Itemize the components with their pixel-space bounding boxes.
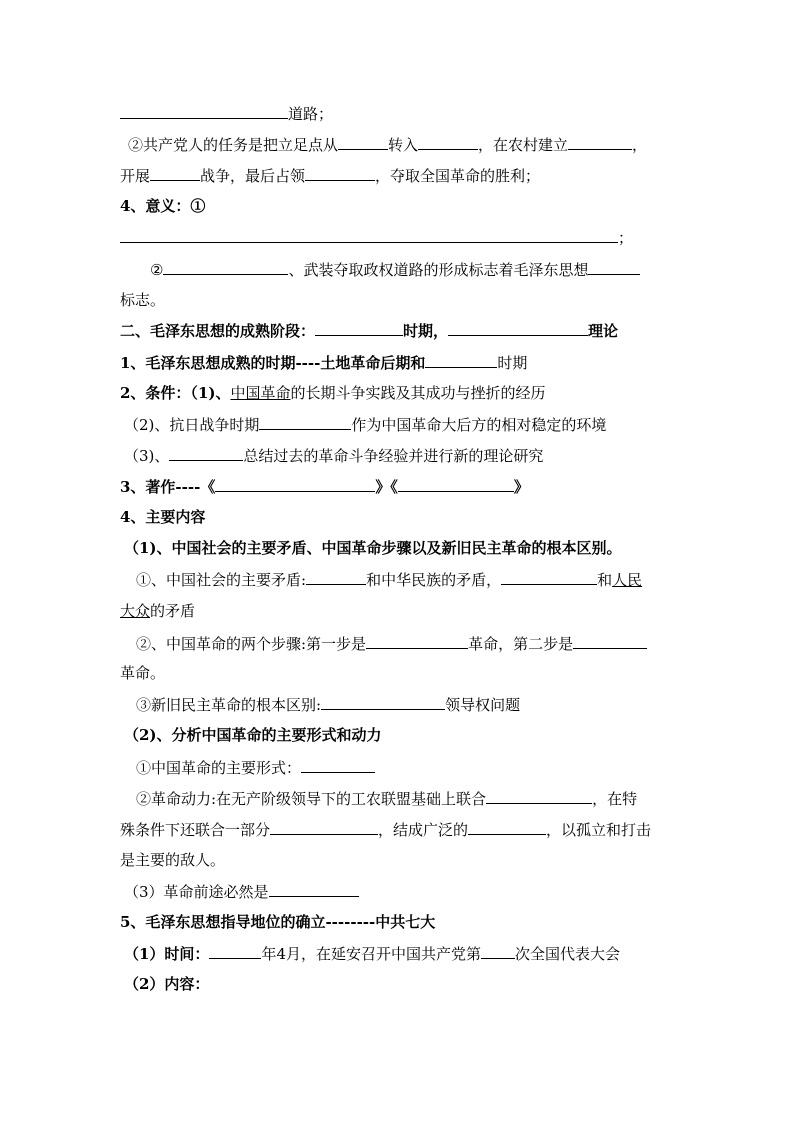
text: 时期， [403, 322, 449, 340]
blank [425, 352, 497, 368]
blank [301, 757, 375, 773]
text: ，在农村建立 [478, 136, 569, 154]
blank [486, 788, 592, 804]
text: 是主要的敌人。 [120, 851, 226, 869]
text: 和 [597, 571, 613, 589]
text-line [150, 259, 640, 280]
text-line [120, 103, 333, 124]
blank [366, 633, 468, 649]
blank [448, 320, 588, 336]
text: 革命。 [120, 664, 166, 682]
text: 时期 [497, 354, 528, 372]
text: 1、毛泽东思想成熟的时期----土地革命后期和 [120, 354, 426, 372]
blank [468, 819, 546, 835]
text: （2）内容： [124, 975, 210, 993]
blank [481, 943, 515, 959]
blank [169, 445, 243, 461]
text: 人民 [612, 571, 643, 589]
blank [209, 943, 261, 959]
text-line [136, 569, 642, 590]
text: ，以孤立和打击 [546, 821, 652, 839]
blank [398, 476, 514, 492]
blank [150, 165, 200, 181]
text-line [120, 819, 651, 840]
text-line [124, 725, 382, 745]
text: 、武装夺取政权道路的形成标志着毛泽东思想 [288, 261, 589, 279]
blank [588, 259, 640, 275]
text: （3）革命前途必然是 [124, 883, 269, 901]
blank [120, 103, 288, 119]
blank [215, 476, 375, 492]
text: ，在特 [592, 790, 638, 808]
text: 和中华民族的矛盾， [366, 571, 502, 589]
text-line [124, 445, 543, 466]
text: 理论 [588, 322, 619, 340]
text: 的长期斗争实践及其成功与挫折的经历 [290, 384, 546, 402]
text: ②革命动力:在无产阶级领导下的工农联盟基础上联合 [136, 790, 487, 808]
blank [163, 259, 288, 275]
text: 次全国代表大会 [515, 945, 621, 963]
text: （2)、抗日战争时期 [124, 416, 260, 434]
text-line [120, 165, 540, 186]
text-line [124, 538, 622, 558]
blank [573, 633, 647, 649]
text: ①、中国社会的主要矛盾: [136, 571, 307, 589]
text: 》 [513, 478, 529, 496]
text: 道路； [288, 105, 334, 123]
text: 的矛盾 [150, 602, 196, 620]
blank [568, 134, 632, 150]
text: 革命，第二步是 [468, 635, 574, 653]
text: ② [150, 261, 164, 279]
text: 战争，最后占领 [200, 167, 306, 185]
text-line [120, 290, 165, 310]
text: 大众 [120, 602, 151, 620]
text: ，结成广泛的 [378, 821, 469, 839]
text-line [124, 414, 606, 435]
blank [501, 569, 597, 585]
text: ， [632, 136, 648, 154]
blank [321, 694, 445, 710]
text: 3、著作----《 [120, 478, 216, 496]
text: 2、条件：（1)、 [120, 384, 231, 402]
text-line [136, 694, 520, 715]
text: 中国革命 [230, 384, 291, 402]
text-line [120, 507, 205, 527]
text: （2)、分析中国革命的主要形式和动力 [124, 726, 382, 744]
text-line [128, 134, 647, 155]
text: 二、毛泽东思想的成熟阶段： [120, 322, 316, 340]
text-line [120, 352, 527, 373]
blank [270, 819, 378, 835]
text: ①中国革命的主要形式： [136, 759, 302, 777]
text-line [120, 383, 546, 403]
text: ③新旧民主革命的根本区别: [136, 696, 322, 714]
text-line [120, 227, 633, 248]
text-line [120, 476, 529, 497]
blank [305, 165, 375, 181]
text: 殊条件下还联合一部分 [120, 821, 271, 839]
text: 4、意义：① [120, 197, 206, 215]
text: 开展 [120, 167, 151, 185]
text: （1)、中国社会的主要矛盾、中国革命步骤以及新旧民主革命的根本区别。 [124, 539, 622, 557]
text: ； [618, 229, 634, 247]
text-line [120, 320, 618, 341]
text: 作为中国革命大后方的相对稳定的环境 [351, 416, 607, 434]
text: 转入 [388, 136, 419, 154]
blank [315, 320, 403, 336]
text: ②、中国革命的两个步骤:第一步是 [136, 635, 367, 653]
text-line [120, 196, 205, 216]
blank [418, 134, 478, 150]
text: ②共产党人的任务是把立足点从 [128, 136, 339, 154]
text: 总结过去的革命斗争经验并进行新的理论研究 [243, 447, 544, 465]
blank [269, 881, 359, 897]
text: （1）时间： [124, 945, 210, 963]
text-line [124, 943, 620, 964]
text: 4、主要内容 [120, 508, 206, 526]
blank [338, 134, 388, 150]
text-line [124, 881, 359, 902]
text-line [136, 757, 375, 778]
text: 领导权问题 [445, 696, 521, 714]
text: 年4月，在延安召开中国共产党第 [261, 945, 481, 963]
blank [259, 414, 351, 430]
text-line [120, 912, 435, 932]
text: 》《 [375, 478, 398, 496]
text-line [120, 663, 165, 683]
blank [306, 569, 366, 585]
text-line [136, 788, 637, 809]
text-line [124, 974, 209, 994]
text: 5、毛泽东思想指导地位的确立--------中共七大 [120, 913, 436, 931]
text: ，夺取全国革命的胜利； [375, 167, 541, 185]
text: （3)、 [124, 447, 170, 465]
text: 标志。 [120, 291, 166, 309]
text-line [120, 601, 195, 621]
blank [120, 227, 618, 243]
text-line [120, 850, 225, 870]
text-line [136, 633, 647, 654]
